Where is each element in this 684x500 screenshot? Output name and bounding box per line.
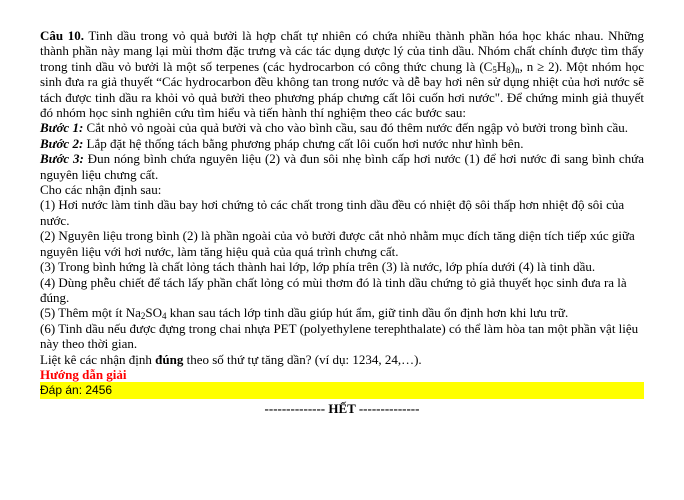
formula-n: n: [515, 64, 520, 75]
question-number: Câu 10.: [40, 28, 84, 43]
statement-5-sub1: 2: [140, 311, 146, 322]
statement-1: (1) Hơi nước làm tinh dầu bay hơi chứng tỏ các chất trong tinh dầu đều có nhiệt độ sôi thấp hơn nhiệt độ sôi của nước.: [40, 197, 625, 228]
question-text-b: , n ≥ 2). Một nhóm học sinh đưa ra giả thuyết “Các hydrocarbon đều không tan trong nước và dễ bay hơi nên sử dụng nhiệt của hơi nước sẽ tách được tinh dầu ra khỏi vỏ quả bưởi theo phương pháp chưng cất lôi cuốn hơi nước". Để chứng minh giả thuyết đó nhóm học sinh nghiên cứu tìm hiểu và tiến hành thí nghiệm theo các bước sau:: [40, 58, 644, 121]
final-question-a: Liệt kê các nhận định: [40, 351, 156, 367]
question-text-a: Tinh dầu trong vỏ quả bưởi là hợp chất tự nhiên có chứa nhiều thành phần hóa học khác nhau. Những thành phần này mang lại mùi thơm đặc trưng và các tác dụng dược lý của tinh dầu. Nhóm chất chính được tìm thấy trong tinh dầu vỏ bưởi là một số terpenes (các hydrocarbon có công thức chung là (C: [40, 28, 644, 74]
final-question-b: theo số thứ tự tăng dần? (ví dụ: 1234, 24,…).: [183, 351, 422, 367]
statement-5-b: SO: [145, 305, 162, 321]
statement-6: (6) Tinh dầu nếu được đựng trong chai nhựa PET (polyethylene terephthalate) có thể làm hòa tan một phần vật liệu này theo thời gian.: [40, 320, 639, 352]
document-page: [40, 28, 644, 417]
statement-3: (3) Trong bình hứng là chất lỏng tách thành hai lớp, lớp phía trên (3) là nước, lớp phía dưới (4) là tinh dầu.: [40, 259, 596, 275]
step-3-label: Bước 3:: [40, 151, 84, 167]
step-1-label: Bước 1:: [40, 120, 84, 136]
step-3-text: Đun nóng bình chứa nguyên liệu (2) và đun sôi nhẹ bình cấp hơi nước (1) để hơi nước đi sang bình chứa nguyên liệu chưng cất.: [40, 151, 644, 182]
statement-5-sub2: 4: [161, 311, 167, 322]
step-2: [40, 136, 644, 151]
step-2-label: Bước 2:: [40, 135, 84, 151]
question-intro: [40, 28, 644, 120]
statement-4: (4) Dùng phễu chiết để tách lấy phần chất lỏng có mùi thơm đó là tinh dầu chứng tỏ giả thuyết học sinh đưa ra là đúng.: [40, 274, 627, 305]
step-3: [40, 151, 644, 182]
step-1: [40, 120, 644, 135]
formula-c: 5: [492, 64, 497, 75]
final-question: [40, 352, 644, 367]
statement-5-a: (5) Thêm một ít Na: [40, 305, 141, 321]
step-2-text: Lắp đặt hệ thống tách bằng phương pháp chưng cất lôi cuốn hơi nước như hình bên.: [83, 135, 524, 151]
statement-5: [40, 305, 644, 320]
formula-close: ): [510, 58, 516, 74]
statement-5-c: khan sau tách lớp tinh dầu giúp hút ẩm, giữ tinh dầu ổn định hơn khi lưu trữ.: [166, 305, 569, 321]
end-mark: -------------- HẾT --------------: [264, 401, 420, 417]
step-1-text: Cắt nhỏ vỏ ngoài của quả bưởi và cho vào bình cầu, sau đó thêm nước đến ngập vỏ bưởi trong bình cầu.: [83, 120, 628, 136]
formula-8: 8: [506, 64, 511, 75]
answer-highlight: Đáp án: 2456: [40, 382, 644, 399]
guide-title: Hướng dẫn giải: [40, 366, 127, 382]
statements-intro: Cho các nhận định sau:: [40, 182, 162, 198]
statement-2: (2) Nguyên liệu trong bình (2) là phần ngoài của vỏ bưởi được cắt nhỏ nhằm mục đích tăng diện tích tiếp xúc giữa nguyên liệu với hơi nước, làm tăng hiệu quả của quá trình chưng cất.: [40, 228, 635, 259]
final-question-bold: đúng: [155, 351, 184, 367]
formula-h: H: [496, 58, 507, 74]
